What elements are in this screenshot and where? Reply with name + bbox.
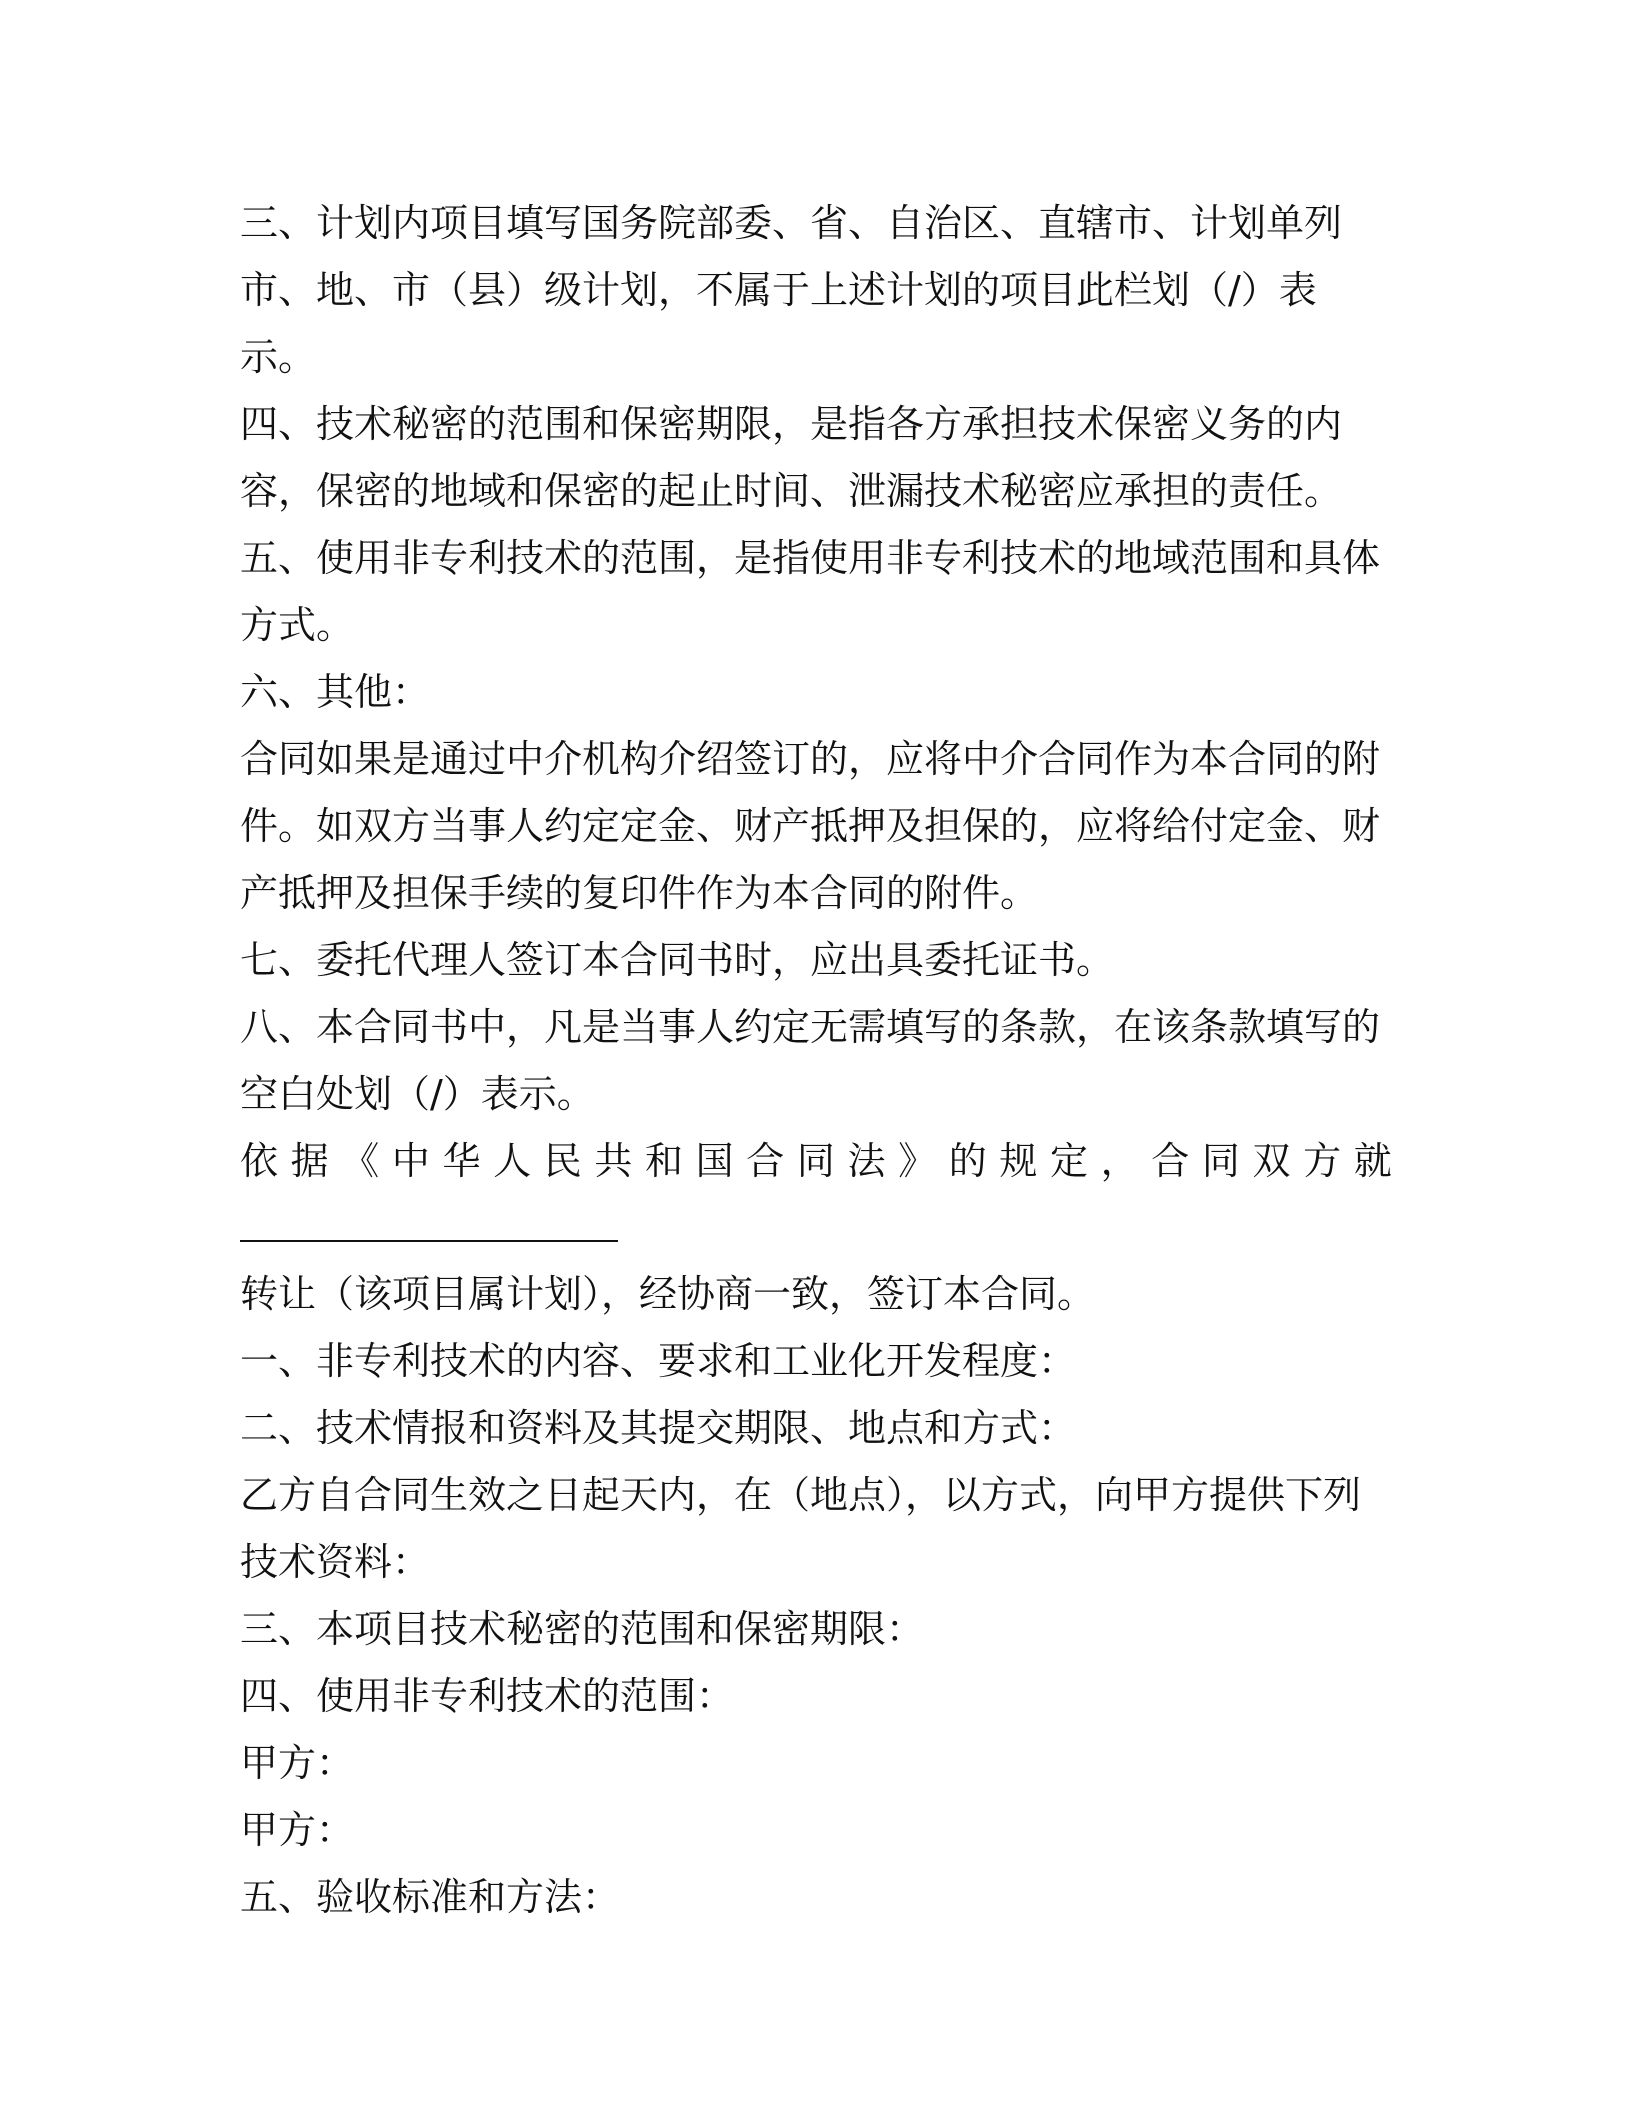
fill-in-blank-underline [240, 1240, 618, 1242]
paragraph-transfer: 转让（该项目属计划），经协商一致，签订本合同。 [240, 1272, 1096, 1316]
clause-acceptance: 五、验收标准和方法： [240, 1875, 621, 1919]
char: 民 [543, 1139, 582, 1183]
clause-usage-scope: 四、使用非专利技术的范围： [240, 1674, 735, 1718]
paragraph-plan-items: 三、计划内项目填写国务院部委、省、自治区、直辖市、计划单列市、地、市（县）级计划，不属于上述计划的项目此栏划（/）表示。 [240, 201, 1343, 379]
contract-law-line [240, 1128, 1392, 1195]
char: 据 [290, 1139, 329, 1183]
document-body [240, 190, 1392, 1931]
paragraph-party-b-delivery: 乙方自合同生效之日起天内，在（地点），以方式，向甲方提供下列技术资料： [240, 1473, 1362, 1584]
paragraph-usage-scope: 五、使用非专利技术的范围，是指使用非专利技术的地域范围和具体方式。 [240, 536, 1381, 647]
party-a-label: 甲方： [240, 1741, 355, 1785]
char: 依 [240, 1139, 279, 1183]
paragraph-secret-scope: 四、技术秘密的范围和保密期限，是指各方承担技术保密义务的内容，保密的地域和保密的起止时间、泄漏技术秘密应承担的责任。 [240, 402, 1343, 513]
char: 中 [391, 1139, 430, 1183]
char: 双 [1252, 1139, 1291, 1183]
char: 和 [645, 1139, 684, 1183]
party-a-label-2: 甲方： [240, 1808, 355, 1852]
char: 》 [898, 1139, 937, 1183]
char: 共 [594, 1139, 633, 1183]
char: 合 [1151, 1139, 1190, 1183]
char: 国 [695, 1139, 734, 1183]
char: 就 [1353, 1139, 1392, 1183]
char: 的 [948, 1139, 987, 1183]
clause-content-requirements: 一、非专利技术的内容、要求和工业化开发程度： [240, 1339, 1077, 1383]
char: 人 [493, 1139, 532, 1183]
char: 法 [847, 1139, 886, 1183]
paragraph-other-heading: 六、其他： [240, 670, 431, 714]
paragraph-agent: 七、委托代理人签订本合同书时，应出具委托证书。 [240, 938, 1115, 982]
char: ， [1100, 1139, 1139, 1183]
paragraph-intermediary: 合同如果是通过中介机构介绍签订的，应将中介合同作为本合同的附件。如双方当事人约定定金、财产抵押及担保的，应将给付定金、财产抵押及担保手续的复印件作为本合同的附件。 [240, 737, 1381, 915]
char: 方 [1303, 1139, 1342, 1183]
paragraph-blank-fields: 八、本合同书中，凡是当事人约定无需填写的条款，在该条款填写的空白处划（/）表示。 [240, 1005, 1381, 1116]
char: 合 [746, 1139, 785, 1183]
clause-secret-scope: 三、本项目技术秘密的范围和保密期限： [240, 1607, 925, 1651]
char: 定 [1050, 1139, 1089, 1183]
char: 同 [1201, 1139, 1240, 1183]
clause-materials-delivery: 二、技术情报和资料及其提交期限、地点和方式： [240, 1406, 1077, 1450]
char: 《 [341, 1139, 380, 1183]
char: 华 [442, 1139, 481, 1183]
char: 规 [999, 1139, 1038, 1183]
char: 同 [796, 1139, 835, 1183]
